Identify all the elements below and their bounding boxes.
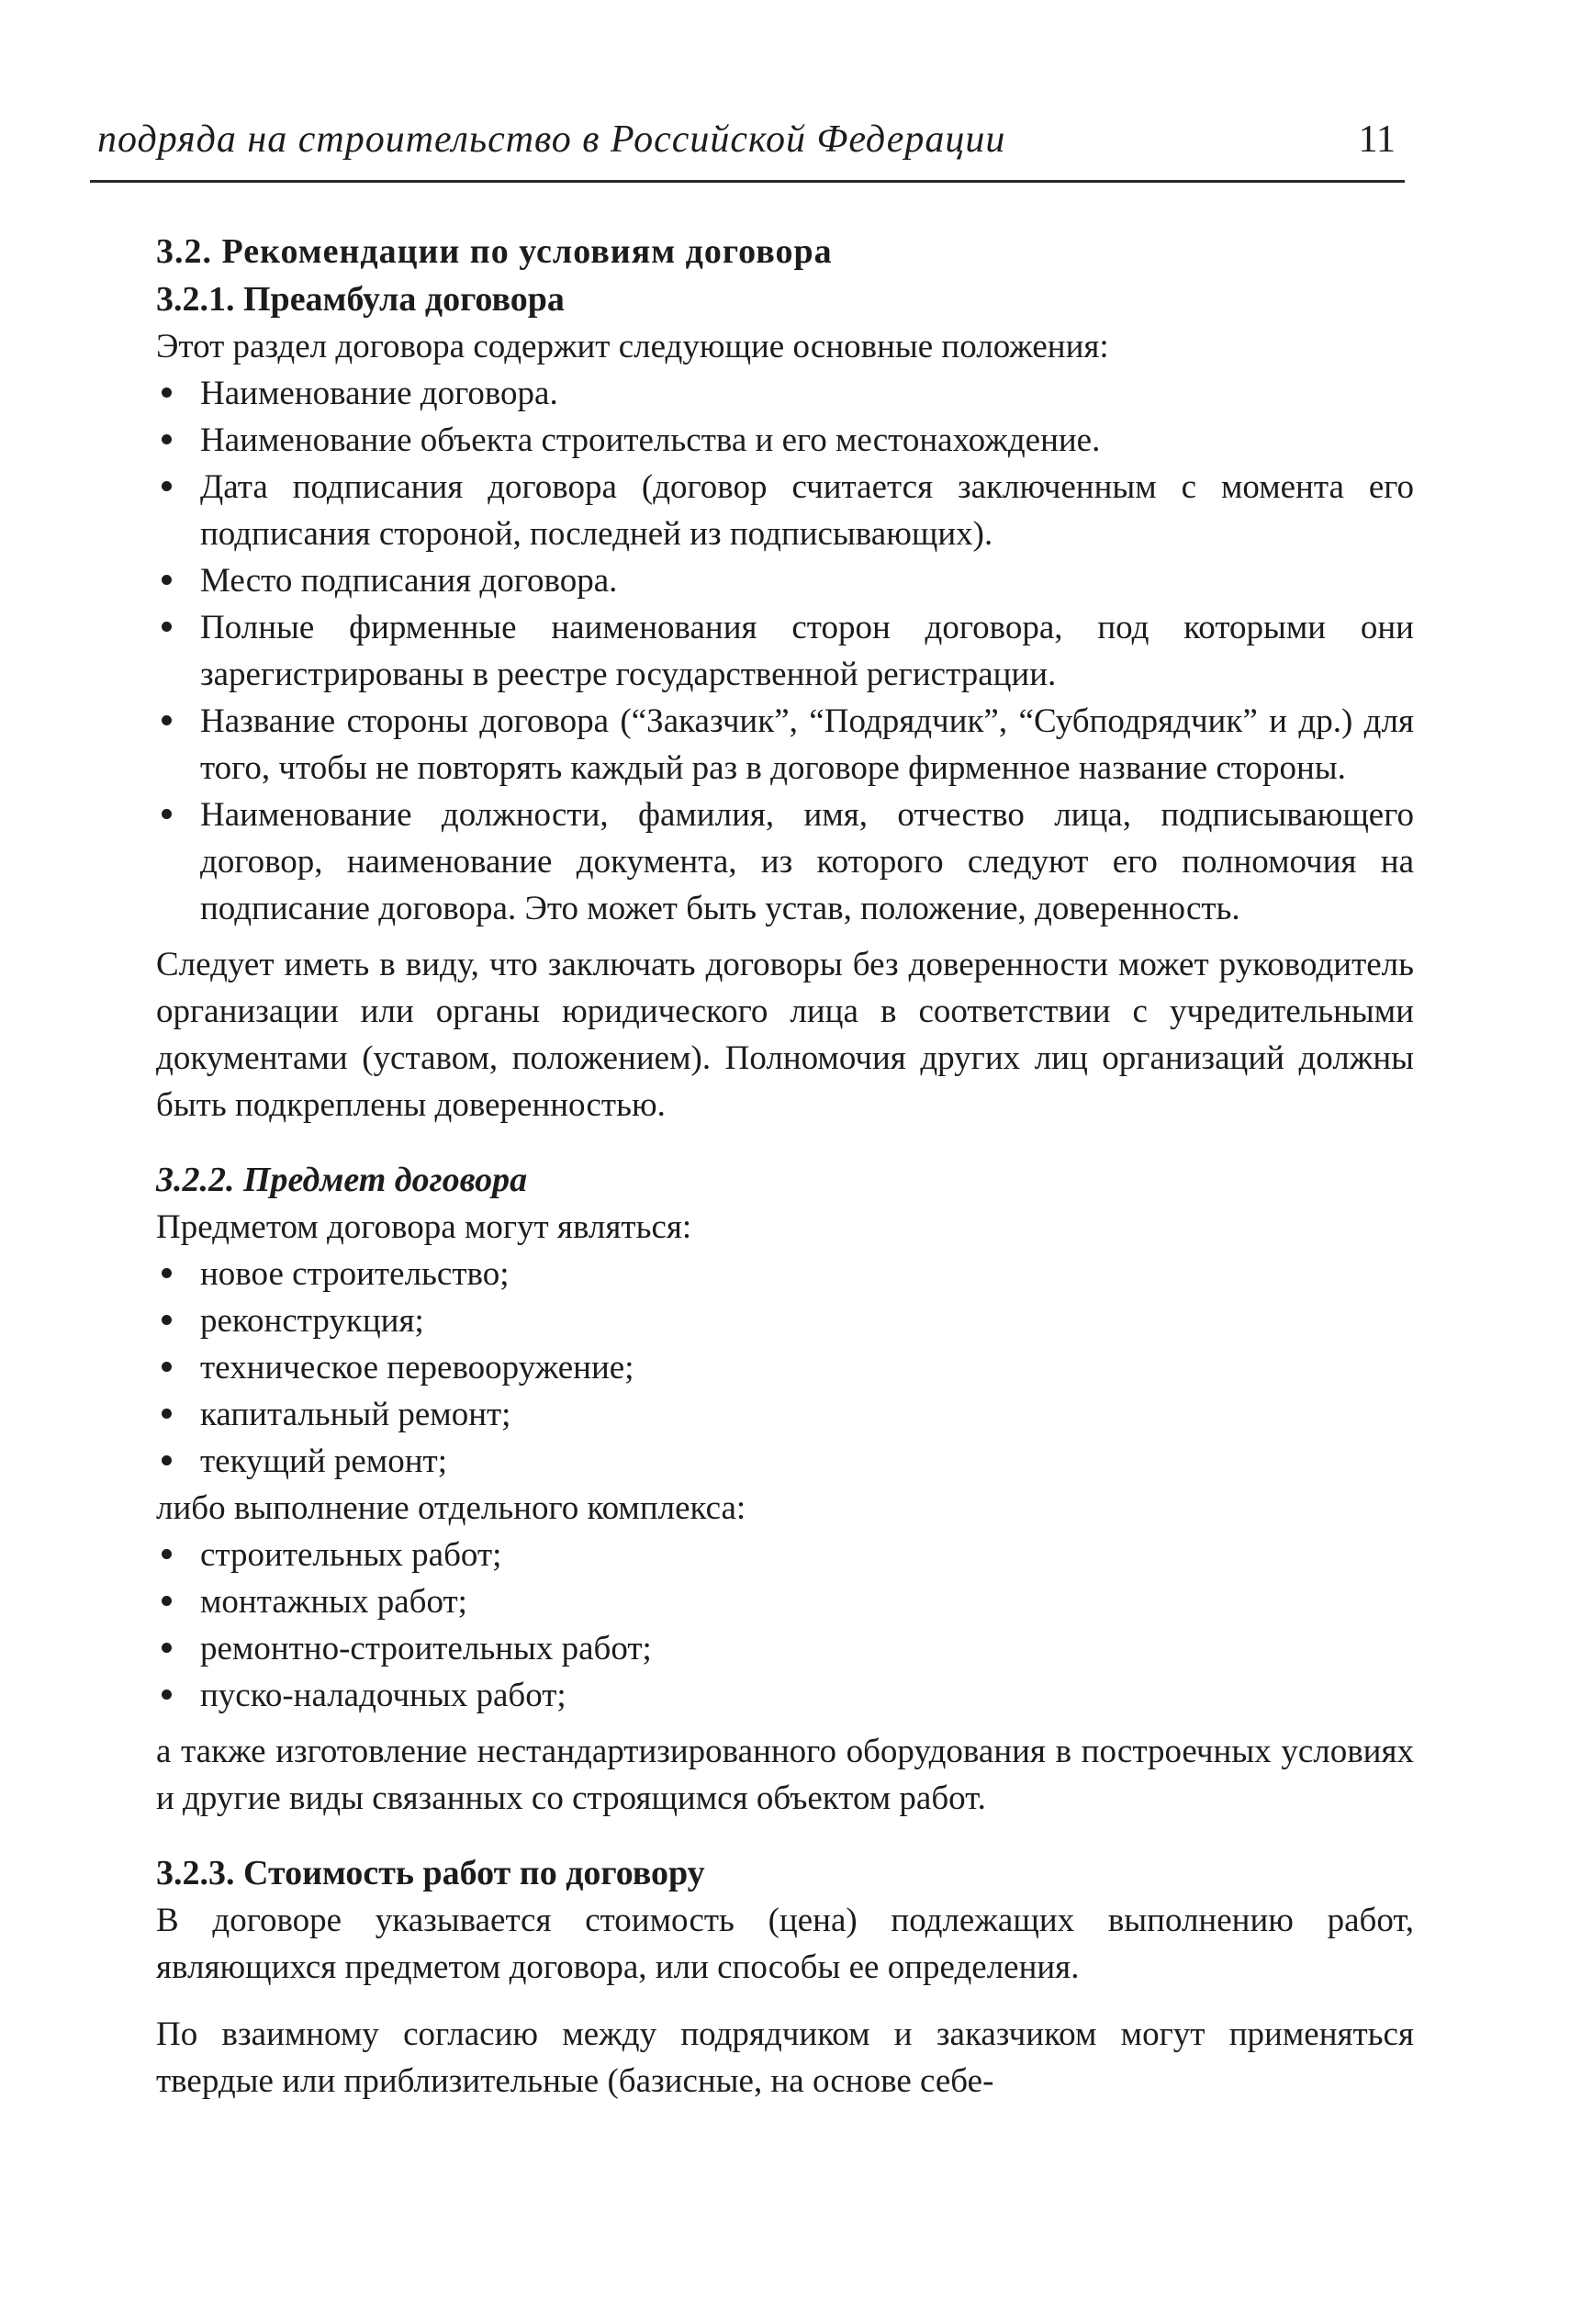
subject-closing: а также изготовление нестандартизированного оборудования в построечных условиях и другие виды связанных со строящимся объектом работ.	[156, 1733, 1414, 1817]
list-item	[156, 1251, 1414, 1297]
list-item	[156, 698, 1414, 792]
running-header	[90, 118, 1403, 173]
bullet-icon	[162, 1409, 172, 1419]
list-item-text: Название стороны договора (“Заказчик”, “Подрядчик”, “Субподрядчик” и др.) для того, чтобы не повторять каждый раз в договоре фирменное название стороны.	[200, 702, 1414, 787]
list-item-text: пуско-наладочных работ;	[200, 1677, 566, 1714]
list-item-text: Полные фирменные наименования сторон договора, под которыми они зарегистрированы в реестре государственной регистрации.	[200, 609, 1414, 693]
list-item	[156, 1578, 1414, 1625]
list-item	[156, 1532, 1414, 1578]
subject-list-2	[156, 1532, 1414, 1719]
list-item-text: ремонтно-строительных работ;	[200, 1630, 652, 1667]
list-item	[156, 464, 1414, 557]
bullet-icon	[162, 387, 172, 398]
bullet-icon	[162, 481, 172, 491]
bullet-icon	[162, 809, 172, 819]
list-item-text: Наименование должности, фамилия, имя, отчество лица, подписывающего договор, наименование документа, из которого следуют его полномочия на подписание договора. Это может быть устав, положение, доверенность.	[200, 796, 1414, 927]
bullet-icon	[162, 1455, 172, 1465]
subject-intro: Предметом договора могут являться:	[156, 1208, 692, 1246]
bullet-icon	[162, 1549, 172, 1559]
cost-paragraph-1: В договоре указывается стоимость (цена) подлежащих выполнению работ, являющихся предметом договора, или способы ее определения.	[156, 1902, 1414, 1986]
list-item	[156, 1625, 1414, 1672]
list-item-text: новое строительство;	[200, 1255, 510, 1293]
list-item-text: монтажных работ;	[200, 1583, 467, 1621]
preamble-note: Следует иметь в виду, что заключать договоры без доверенности может руководитель организации или органы юридического лица в соответствии с учредительными документами (уставом, положением). Полномочия других лиц организаций должны быть подкреплены доверенностью.	[156, 946, 1414, 1124]
bullet-icon	[162, 575, 172, 585]
preamble-list	[156, 370, 1414, 932]
list-item	[156, 417, 1414, 464]
bullet-icon	[162, 434, 172, 444]
bullet-icon	[162, 1643, 172, 1653]
header-rule	[90, 180, 1405, 183]
page-number: 11	[1358, 118, 1396, 161]
list-item	[156, 1344, 1414, 1391]
bullet-icon	[162, 1690, 172, 1700]
running-title: подряда на строительство в Российской Федерации	[97, 118, 1006, 161]
preamble-heading: 3.2.1. Преамбула договора	[156, 280, 565, 319]
list-item-text: техническое перевооружение;	[200, 1349, 634, 1387]
subject-intro-2: либо выполнение отдельного комплекса:	[156, 1489, 746, 1527]
subject-list	[156, 1251, 1414, 1485]
list-item-text: Дата подписания договора (договор считается заключенным с момента его подписания стороной, последней из подписывающих).	[200, 468, 1414, 553]
section-heading: 3.2. Рекомендации по условиям договора	[156, 232, 833, 271]
cost-paragraph-2: По взаимному согласию между подрядчиком и заказчиком могут применяться твердые или приблизительные (базисные, на основе себе-	[156, 2015, 1414, 2100]
bullet-icon	[162, 1268, 172, 1278]
bullet-icon	[162, 1596, 172, 1606]
list-item	[156, 792, 1414, 932]
list-item-text: реконструкция;	[200, 1302, 424, 1340]
list-item-text: строительных работ;	[200, 1536, 502, 1574]
list-item	[156, 1672, 1414, 1719]
list-item	[156, 1391, 1414, 1438]
preamble-intro: Этот раздел договора содержит следующие основные положения:	[156, 328, 1109, 365]
list-item	[156, 557, 1414, 604]
subject-heading: 3.2.2. Предмет договора	[156, 1161, 528, 1199]
bullet-icon	[162, 1362, 172, 1372]
bullet-icon	[162, 1315, 172, 1325]
list-item-text: капитальный ремонт;	[200, 1396, 511, 1433]
list-item	[156, 1297, 1414, 1344]
page-content	[156, 228, 1414, 2105]
list-item	[156, 370, 1414, 417]
bullet-icon	[162, 622, 172, 632]
list-item-text: Наименование объекта строительства и его местонахождение.	[200, 421, 1101, 459]
list-item-text: Наименование договора.	[200, 375, 558, 412]
list-item-text: Место подписания договора.	[200, 562, 618, 600]
list-item	[156, 1438, 1414, 1485]
bullet-icon	[162, 715, 172, 725]
cost-heading: 3.2.3. Стоимость работ по договору	[156, 1854, 705, 1892]
list-item-text: текущий ремонт;	[200, 1443, 447, 1480]
list-item	[156, 604, 1414, 698]
